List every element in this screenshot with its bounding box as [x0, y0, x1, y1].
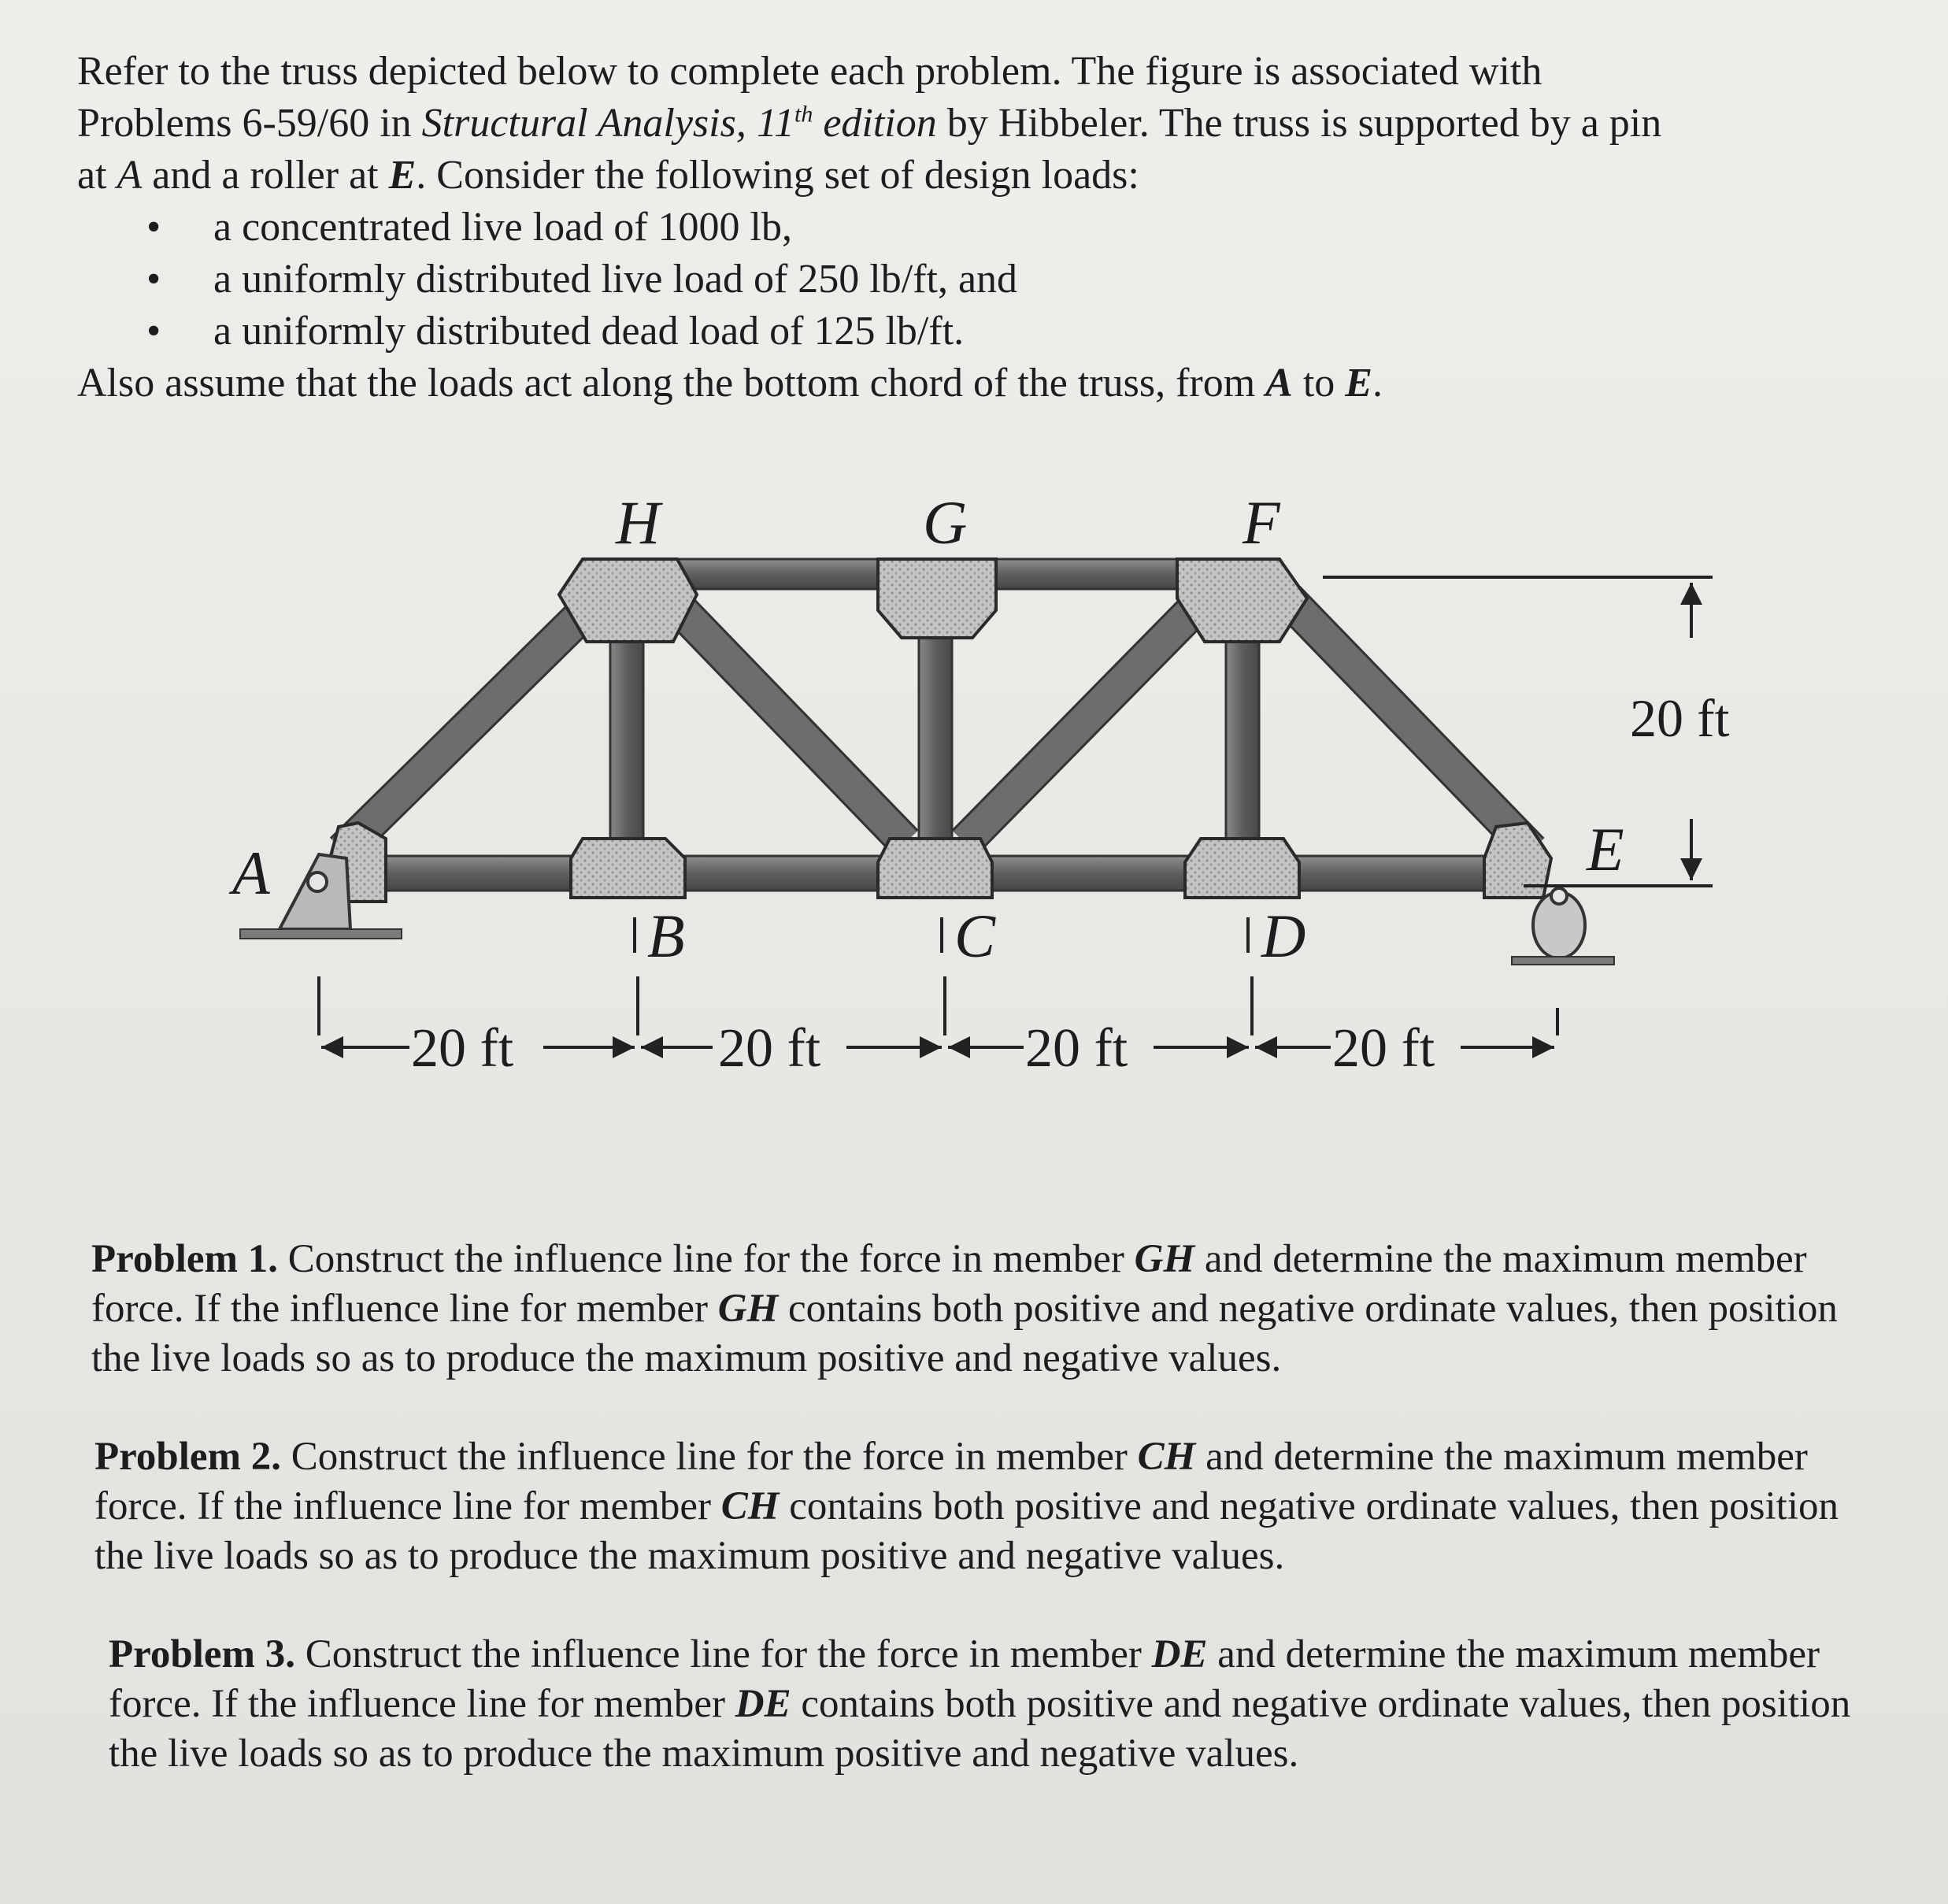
- plate-g: [878, 559, 996, 638]
- problem-1: Problem 1. Construct the influence line for the force in member GH and determine the maximum member force. If the influence line for member GH contains both positive and negative ordinate values, then position the live loads so as to produce the maximum positive and negative values.: [91, 1237, 1838, 1380]
- load-item: • a uniformly distributed live load of 250 lb/ft, and: [146, 254, 1880, 306]
- intro-line-1: Refer to the truss depicted below to complete each problem. The figure is associated with: [77, 49, 1542, 94]
- span-label: 20 ft: [1025, 1018, 1128, 1079]
- member-bc: [661, 856, 898, 891]
- joint-label-f: F: [1242, 488, 1280, 557]
- joint-label-d: D: [1261, 902, 1306, 970]
- intro-line-3: at A and a roller at E. Consider the following set of design loads:: [77, 153, 1139, 198]
- member-cg: [919, 622, 952, 850]
- joint-label-h: H: [616, 488, 661, 557]
- intro-closing: Also assume that the loads act along the bottom chord of the truss, from A to E.: [77, 361, 1383, 406]
- joint-label-e: E: [1587, 815, 1624, 883]
- point-a-ref: A: [117, 153, 143, 198]
- load-list: [77, 202, 1880, 357]
- member-ah: [343, 598, 598, 850]
- height-label: 20 ft: [1630, 688, 1730, 748]
- member-de: [1276, 856, 1512, 891]
- member-bh: [610, 622, 643, 850]
- member-hg: [661, 559, 898, 589]
- span-label: 20 ft: [718, 1018, 821, 1079]
- joint-label-c: C: [954, 902, 996, 970]
- member-df: [1226, 622, 1259, 850]
- intro-text: [77, 46, 1880, 409]
- member-gf: [968, 559, 1205, 589]
- problem-3: Problem 3. Construct the influence line for the force in member DE and determine the maximum member force. If the influence line for member DE contains both positive and negative ordinate values, then position the live loads so as to produce the maximum positive and negative values.: [109, 1632, 1851, 1776]
- member-ch: [677, 606, 905, 843]
- load-item: • a uniformly distributed dead load of 125 lb/ft.: [146, 306, 1880, 357]
- truss-figure: [0, 441, 1948, 1118]
- joint-label-a: A: [232, 839, 270, 907]
- member-cd: [968, 856, 1205, 891]
- joint-label-g: G: [923, 488, 968, 557]
- plate-f: [1177, 559, 1307, 642]
- truss-diagram: [0, 441, 1948, 1118]
- book-title: Structural Analysis, 11th edition: [421, 101, 937, 146]
- member-ab: [354, 856, 583, 891]
- joint-label-b: B: [647, 902, 685, 970]
- roller-support-e: [1512, 888, 1614, 965]
- plate-h: [559, 559, 697, 642]
- span-label: 20 ft: [1332, 1018, 1435, 1079]
- plate-c: [878, 839, 992, 898]
- intro-line-2: Problems 6-59/60 in Structural Analysis, 11th edition by Hibbeler. The truss is supported by a pin: [77, 101, 1662, 146]
- problem-list: [91, 1235, 1871, 1828]
- plate-b: [571, 839, 685, 898]
- plate-d: [1185, 839, 1299, 898]
- member-cf: [965, 606, 1197, 843]
- load-item: • a concentrated live load of 1000 lb,: [146, 202, 1880, 254]
- member-fe: [1287, 598, 1531, 850]
- span-label: 20 ft: [411, 1018, 514, 1079]
- point-e-ref: E: [388, 153, 417, 198]
- problem-2: Problem 2. Construct the influence line for the force in member CH and determine the maximum member force. If the influence line for member CH contains both positive and negative ordinate values, then position the live loads so as to produce the maximum positive and negative values.: [94, 1435, 1839, 1578]
